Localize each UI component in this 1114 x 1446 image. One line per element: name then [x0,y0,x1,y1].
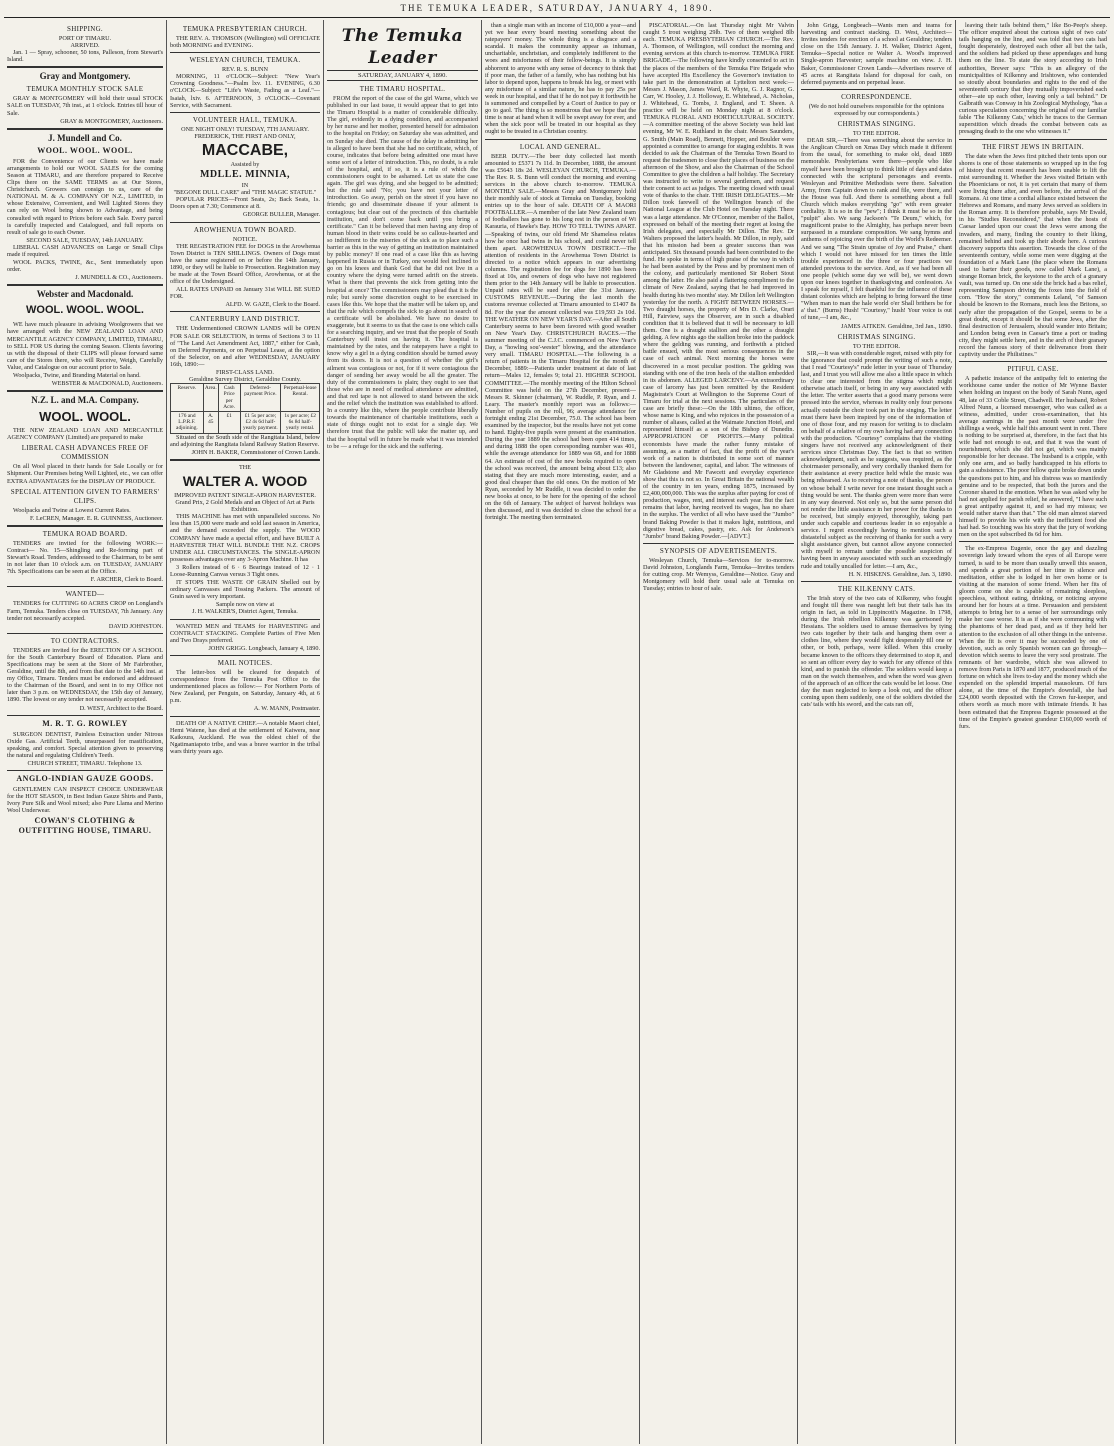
hospital-heading: THE TIMARU HOSPITAL. [359,85,446,93]
atb-signature: ALFD. W. GAZE, Clerk to the Board. [225,301,320,309]
arrival-entry: Jan. 1 — Spray, schooner, 50 tons, Palleson, from Stewart's Island. [7,49,163,64]
wanted-signature: DAVID JOHNSTON. [108,622,163,630]
nz-packs: Woolpacks and Twine at Lowest Current Rates. [13,506,131,514]
column-1 [4,22,166,1442]
shipping-heading: SHIPPING. [67,25,103,33]
contractors-body: TENDERS are invited for the ERECTION OF A SCHOOL for the South Canterbury Board of Education. Plans and Specifications may be seen at the Store of Mr Fairbrother, Geraldine, until the 8th, and from that date to the 14th inst. at my Office, Timaru. Tenders must be endorsed and addressed to the Chairman of the Board, and sent in to my Office not later than 3 p.m. on WEDNESDAY, the 15th day of January, 1890. The lowest or any tender not necessarily accepted. [7,646,163,704]
table-header: Perpetual-lease Rental. [281,384,320,412]
ww-list: 3 Rollers instead of 6 · 6 Bearings instead of 12 · 1 Loose-Running Canvas versus 3 Tight ones. [170,563,320,579]
table-header: Reserve. [171,384,204,412]
newspaper-nameplate: The Temuka Leader [341,26,464,68]
anglo-body: GENTLEMEN CAN INSPECT CHOICE UNDERWEAR for the HOT SEASON, in Best Indian Gauze Shirts and Pants, Ivory Pure Silk and Wool mixed; also Pure Llama and Merino Wool Underwear. [7,786,163,815]
xmas-to: TO THE EDITOR. [852,130,901,138]
column-7 [956,22,1110,1442]
column-3 [324,22,481,1442]
kilkenny-continued: leaving their tails behind them," like Bo-Peep's sheep. The officer enquired about the curious sight of two cats' tails hanging on the line, and was told that two cats had fought desperately, destroyed each other all but the tails, and the soldiers had picked up these appendages and hung them on the line. To state the story according to Irish authorities, Brewer says: "This is an allegory of the municipalities of Kilkenny and Irishtown, who contended so stoutly about boundaries and rights to the end of the seventeenth century that they mutually impoverished each other—ate up each other, leaving only a tail behind." Dr Galbraith was Conway in his Zoological Mythology, "has a curious speculation concerning the original of our familiar fable 'The Kilkenny Cats,' which he traces to the German superstition which dreads the combat between cats as presaging death to the one who witnesses it." [959,22,1107,136]
divider [959,361,1107,362]
wanted-heading: WANTED— [65,590,105,599]
atb-heading: AROWHENUA TOWN BOARD. [193,225,297,234]
table-header: Area. [203,384,218,412]
cld-situated: Situated on the South side of the Rangitata Island, below and adjoining the Rangitata Island Railway Station Reserve. [170,433,320,448]
running-head: THE TEMUKA LEADER, SATURDAY, JANUARY 4, 1890. [400,3,714,13]
mail-body: The letter-box will be cleared for despatch of correspondence from the Temuka Post Office to the undermentioned places as follow:— For Northern Ports of New Zealand, per Penguin, on Saturday, January 4th, at 6 p.m. [170,668,320,705]
table-cell: A. 45 [203,412,218,434]
mail-signature: A. W. MANN, Postmaster. [253,705,320,713]
divider [170,311,320,312]
rowley-body: SURGEON DENTIST, Painless Extraction under Nitrous Oxide Gas. Artificial Teeth, unsurpassed for mastification, speaking, and comfort. Special attention given to preserving the natural and regulating Children's Teeth. [7,730,163,759]
header-rule [4,17,1110,18]
issue-date: SATURDAY, JANUARY 4, 1890. [327,70,478,81]
land-table [170,383,320,433]
atb-notice: NOTICE. [232,235,258,243]
vol-first: FREDERICK, THE FIRST AND ONLY, [194,132,296,140]
nz-heading: N.Z. L. and M.A. Company. [31,395,139,406]
pres-body: THE REV. A. THOMSON (Wellington) will OFFICIATE both MORNING and EVENING. [170,35,320,50]
vol-signature: GEORGE BULLER, Manager. [243,211,320,219]
wm-body: WE have much pleasure in advising Woolgrowers that we have arranged with the NEW ZEALAND LOAN AND MERCANTILE AGENCY COMPANY, LIMITED, TIMARU, to SELL FOR US during the coming Season. Clients favoring us with the disposal of their CLIPS will please forward same care of the Stores there, who will Receive, Weigh, Carefully Value, and Catalogue on our account prior to Sale. [7,321,163,371]
divider [170,716,320,717]
cld-class: FIRST-CLASS LAND. [216,369,274,376]
jm-wool: WOOL. WOOL. WOOL. [37,145,133,155]
wm-signature: WEBSTER & MACDONALD, Auctioneers. [51,380,163,388]
mail-heading: MAIL NOTICES. [217,658,273,667]
synopsis-heading: SYNOPSIS OF ADVERTISEMENTS. [659,546,778,555]
grigg-body: WANTED MEN and TEAMS for HARVESTING and CONTRACT STACKING. Complete Parties of Five Men and Two Drays preferred. [170,622,320,644]
jews-article: The date when the Jews first pitched their tents upon our shores is one of those statements so wrapped up in the fog of history that recent research has been unable to lift the mist surrounding it. Whether the Jews visited Britain with the Phoenicians or not, it is yet certain that many of them were living there after, and even before, the arrival of the Romans. At one time a cordial alliance existed between the Hebrews and Romans, and many Jews served as soldiers in the Roman army. It is therefore probable, says Mr Ewald, in his "Studies Reconsidered," that when the hosts of Caesar landed upon our coast the Jews were among the invaders, and many, finding the country to their liking, remained behind and took up their abode here. A curious discovery supports this assertion. Towards the close of the seventeenth century, while some men were digging at the foundation of a Mark Lane (the place where the Romans used to barter their goods, now called Mark Lane), a strange Roman brick, the keystone to the arch of a granary vault, was turned up. On one side the brick had a bas relief, representing Sampson driving the foxes into the field of corn. "How the story," comments Leland, "of Samson should be known to the Romans, much less the Britons, so early after the propagation of the Gospel, seems to be a great doubt, except it should be that some Jews, after the final destruction of Jerusalem, should wander into Britain; and London being even in Caesar's time a port or trading city, they might settle here, and in the arch of their granary record the famous story of their deliverance from their captivity under the Philistines." [959,152,1107,359]
xmas-letter: DEAR SIR,—There was something about the service in the Anglican Church on Xmas Day which made it different from the usual, for something to make old, dead 1889 memorable. Presbyterians were there—people who like myself have been brought up to think little of days and dates connected with the scriptural personages and events. Wesleyan and Primitive Methodists were there. Salvation Army, from Captain down to rank and file, were there, and the House was full. And there is something about a full Church which makes everything "go" with even greater cordiality. It is so in the "pew"; I think it must be so in the "pulpit" also. We sang Jackson's "Te Deum," which, for magnificent praise to the Almighty, has perhaps never been surpassed in a mundane composition. We sang hymns and anthems of rejoicing over the birth of the World's Redeemer. And we sang "The Strain upraise of Joy and Praise," chant which I would not have missed for ten times the little trouble experienced in the three or four practices we attended previous to the service. And, as if we had been all one people (which some day we will be), we went down upon our knees together in thanksgiving and confession. As I speak for myself, I felt thankful for the influence of these distant colonies which are helping to bring forward the time "When man to man the hale world o'er Shall brithers be for a' that." (Burns) Hush! "Courtesy," hush! Your voice is out of tune,—I am, &c., [801,137,952,322]
column-5 [640,22,797,1442]
table-header: Deferred-payment Price. [240,384,281,412]
kilkenny-heading: THE KILKENNY CATS. [837,584,916,593]
jm-packs: WOOL PACKS, TWINE, &c., Sent immediately upon order. [7,259,163,274]
wm-heading: Webster and Macdonald. [36,289,134,300]
grigg-signature: JOHN GRIGG. Longbeach, January 4, 1890. [208,644,320,652]
xmas2-letter: SIR,—It was with considerable regret, mixed with pity for the ignorance that could prompt the writing of such a note, that I read "Courtesy's" rude letter in your issue of Thursday last, and I trust you will allow me also a little space in which to clear one interested from the stigma which might otherwise attach itself, or being in any way associated with the letter. The writer asserts that a good many persons were pressed into the service, whereas in reality only four persons actually outside the choir took part in the singing. The letter must there have been inspired by one of the information of one of those four, and my reason for writing is to disclaim on behalf of a relative of my own having had any connection with the production. "Courtesy" complains that the visiting singers have not received any acknowledgment of their services since Christmas Day. The fact is that so written acknowledgment, such as he suggests, was required, as the choirmaster personally, and very cordially thanked them for their assistance at every practice held while the music was being rehearsed. As to receiving a note of thanks, the person on whose behalf I write never for one instant thought such a thing would be sent. The thanks given were more than were in any way deserved. Not only so, but the same person did not render the little assistance in her power for the thanks to be received, but simply enjoyed, thoroughly, taking part under such capable and courteous leader in so enjoyable a service. I regret exceedingly having to mention such a distasteful subject as the receiving of thanks for such a very slight assistance given, but cannot allow anyone connected with myself to remain under the possible suspicion of having been in anyway associated with such an exceedingly rude and totally uncalled for letter.—I am, &c., [801,349,952,570]
gm-body: GRAY & MONTGOMERY will hold their usual STOCK SALE on TUESDAY, 7th inst., at 1 o'clock. Entries till hour of Sale. [7,95,163,117]
divider [643,543,794,544]
ww-prize: Grand Prix, 2 Gold Medals and an Object of Art at Paris Exhibition. [175,499,315,514]
divider [7,284,163,286]
vol-prices: POPULAR PRICES—Front Seats, 2s; Back Seats, 1s. Doors open at 7.30; Commence at 8. [170,196,320,211]
nz-cash: LIBERAL CASH ADVANCES FREE OF COMMISSION [21,444,149,462]
divider [7,586,163,587]
kilkenny-article: The Irish story of the two cats of Kilkenny, who fought and fought till there was naught left but their tails has its origin in fact, as told in Lippincott's Magazine. In 1798, during the Irish rebellion Kilkenny was garrisoned by Hessians. The soldiers used to amuse themselves by tying two cats together by their tails and hanging them over a clothes line, where they would fight desperately till one or other, or both, perhaps, were killed. When this cruelty became known to the officers they determined to stop it, and so sent an officer every day to watch for any offence of this kind, and to punish the offender. The soldiers would keep a man on the watch themselves, and when the word was given of the approach of an officer the cats would be let loose. One day the man neglected to keep a look out, and the officer coming upon them suddenly, one of the soldiers divided the cats' tails with his sword, and the cats ran off, [801,594,952,709]
eugenie-article: The ex-Empress Eugenie, once the gay and dazzling sovereign lady toward whom the eyes of all Europe were turned, is said to be more than usually unwell this season, and spends a great portion of her time in silence and meditation, either she is lodged in her own home or is visiting at the mansion of some friend. When her fits of gloom come on she is capable of remaining sleepless, speechless, without eating, drinking, or noticing anyone around her for hours at a time. Persuasion and persistent attempts to bring her to a sense of her surroundings only make her case worse. It is as if she were communing with the phantoms of her dead past, and as if they held her attention to the exclusion of all other things in the universe. When the fit is over it may be succeeded by one of devotion, such as only Spanish women can go through—devotion which seems to leave the very soul prostrate. The remnants of her wardrobe, which she was allowed to remove from Paris in 1870 and 1877, produced much of the fortune on which she lives to-day and the money which she expended on the splendid imperial mausoleum. Of furs alone, at the time of the Empire's downfall, she had £24,000 worth deposited with the Crown fur-keeper, and others worth as much more with intimate friends. It has been estimated that the Empress Eugenie possessed at the time of the Empire's greatest grandeur £160,000 worth of furs. [959,545,1107,730]
divider [485,139,636,140]
divider [170,112,320,113]
divider [7,525,163,527]
death-item: DEATH OF A NATIVE CHIEF.—A notable Maori chief, Hemi Watene, has died at the settlement of Kaiwera, near Kaikoura, Auckland. He was the oldest chief of the Ngatimaniapoto tribe, and was a brave warrior in the tribal wars thirty years ago. [170,719,320,755]
table-cell: 1s per acre; £2 6s 8d half-yearly rental. [281,412,320,434]
cld-body: THE Undermentioned CROWN LANDS will be OPEN FOR SALE OR SELECTION, in terms of Sections 3 to 11 of "The Land Act Amendment Act, 1887," either for Cash, on Deferred Payments, or on Perpetual Lease, at the option of the Selector, on and after WEDNESDAY, JANUARY 16th, 1890:— [170,325,320,368]
divider [170,222,320,223]
trb-heading: TEMUKA ROAD BOARD. [42,529,128,538]
synopsis-text: Wesleyan Church, Temuka—Services for to-morrow. David Johnston, Longlands Farm, Temuka—Invites tenders for cutting crop. Mr Wemyss, Geraldine—Notice. Gray and Montgomery will hold their usual sale at Temuka on Tuesday; entries to hour of sale. [643,556,794,593]
ww-the: THE [238,463,252,471]
trb-body: TENDERS are invited for the following WORK:— Contract— No. 15—Shingling and Re-forming part of Stewart's Road. Tenders, addressed to the Chairman, to be sent in not later than 10 o'clock a.m. on TUESDAY, JANUARY 7th. Specifications can be seen at the Office. [7,539,163,576]
vol-night: ONE NIGHT ONLY! TUESDAY, 7TH JANUARY. [181,125,309,133]
cld-district: Geraldine Survey District, Geraldine County. [189,376,301,384]
vol-heading: VOLUNTEER HALL, TEMUKA. [192,115,298,124]
wes-text: MORNING, 11 o'CLOCK—Subject: "New Year's Crowning Goodness."—Psalm lxv. 11. EVENING, 6.30 o'CLOCK—Subject: "Life's Waste, Fading as a Leaf."—Isaiah, lxiv. 6. AFTERNOON, 3 o'CLOCK—Covenant Service, with Sacrament. [170,73,320,109]
cld-signature: JOHN H. BAKER, Commissioner of Crown Lands. [191,448,320,456]
xmas-signature: JAMES AITKEN. Geraldine, 3rd Jan., 1890. [840,322,952,330]
nz-signature: F. LeCREN, Manager. E. R. GUINNESS, Auctioneer. [29,514,163,522]
cld-heading: CANTERBURY LAND DISTRICT. [190,315,300,324]
divider [801,581,952,582]
gm-signature: GRAY & MONTGOMERY, Auctioneers. [60,117,163,125]
atb-body: THE REGISTRATION FEE for DOGS in the Arowhenua Town District is TEN SHILLINGS. Owners of Dogs must have the same registered on or before the 14th January, 1890, or they will be liable to Prosecution. Registration may be made at the Town Board Office, Arowhenua, or at the office of the Undersigned. [170,242,320,286]
divider [959,139,1107,140]
jm-second-sale: SECOND SALE, TUESDAY, 14th JANUARY. [26,236,144,244]
local-news: BEER DUTY.—The beer duty collected last month amounted to £5371 7s 11d. In December, 1888, the amount was £5643 18s 2d. WESLEYAN CHURCH, TEMUKA.—The Rev. R. S. Bunn will conduct the morning and evening services in the above church to-morrow. TEMUKA MONTHLY SALE.—Messrs Gray and Montgomery hold their monthly sale of stock at Temuka on Tuesday, booking entries up to the hour of sale. DEATH OF A MAORI FOOTBALLER.—A member of the late New Zealand team of footballers has gone to his long rest in the person of Wi Karauria, of Hawke's Bay. HOW TO TELL TWINS APART.—Speaking of twins, our old friend Mr Shameless relates how he once had twins in his school, and could never tell them apart. AROWHENUA TOWN DISTRICT.—The attention of residents in the Arowhenua Town District is directed to a notice which appears in our advertising columns. The registration fee for dogs for 1890 has been fixed at 10s, and owners of dogs who have not registered them prior to the 14th January will be liable to prosecution. Unpaid rates will be sued for after the 31st January. CUSTOMS REVENUE.—During the last month the customs revenue collected at Timaru amounted to £1407 8s 8d. For the year the amount collected was £19,593 2s 10d. THE WEATHER ON NEW YEAR'S DAY.—After all South Canterbury seems to have been favored with good weather on New Year's Day. CHRISTCHURCH RACES.—The summer meeting of the C.J.C. commenced on New Year's Day, a "howling sou'-wester" blowing, and the attendance very small. TIMARU HOSPITAL.—The following is a return of patients in the Timaru Hospital for the month of December, 1889:—Patients under treatment at date of last return—Males 12, females 9; total 21. HIGHER SCHOOL COMMITTEE.—The monthly meeting of the Hilton School Committee was held on the 27th December, present—Messrs R. Skinner (chairman), W. Ruddle, P. Ryan, and J. Leary. The master's monthly report was as follows:—Number of pupils on the roll, 96; average attendance for fortnight ending 21st December, 75.0. The school has been examined by the inspector, but the results have not yet come to hand. Eighty-five pupils were present at the examination. During the year 1889 the school had been open 414 times, and during 1888 the open corresponding number was 401, while the average attendance for 1889 was 68, and for 1888 64. An estimate of cost of the new books required to open the school was received, the amount being about £13; also stating that they are much more interesting, easier, and a good deal cheaper than the old ones. On the motion of Mr Ryan, seconded by Mr Ruddle, it was decided to order the new books at once, to be here for the opening of the school on the 6th of January. The subject of harvest holidays was then discussed, and it was decided to close the school for a fortnight. The meeting then terminated. [485,152,636,522]
ww-walker: J. H. WALKER'S, District Agent, Temuka. [192,608,298,616]
jm-signature: J. MUNDELL & CO., Auctioneers. [75,274,163,282]
contractors-signature: D. WEST, Architect to the Board. [79,704,163,712]
local-heading: LOCAL AND GENERAL. [519,142,602,151]
xmas2-to: TO THE EDITOR. [852,342,901,350]
divider [7,128,163,130]
anglo-heading: ANGLO-INDIAN GAUZE GOODS. [16,774,154,784]
nz-wool: WOOL. WOOL. [39,409,131,425]
port-heading: PORT OF TIMARU. [58,35,112,42]
divider [959,541,1107,542]
ww-sub: IMPROVED PATENT SINGLE-APRON HARVESTER. [174,491,316,499]
jm-heading: J. Mundell and Co. [48,132,122,143]
nz-body-2: On all Wool placed in their hands for Sale Locally or for Shipment. Our Premises being Well Lighted, etc., we can offer EXTRA ADVANTAGES for the DISPLAY OF PRODUCE. [7,463,163,485]
correspondence-heading: CORRESPONDENCE. [841,92,912,101]
table-cell: £1 [218,412,240,434]
vol-maccabe: MACCABE, [201,141,289,159]
jews-heading: THE FIRST JEWS IN BRITAIN. [982,142,1084,151]
correspondence-note: (We do not hold ourselves responsible for the opinions expressed by our correspondents.) [808,102,945,117]
divider [7,633,163,634]
cowan-heading: COWAN'S CLOTHING & OUTFITTING HOUSE, TIMARU. [18,816,152,836]
vol-show: "BEGONE DULL CARE" and "THE MAGIC STATUE." [173,189,317,197]
column-4 [482,22,639,1442]
xmas2-heading: CHRISTMAS SINGING. [837,332,916,341]
divider [170,619,320,620]
contractors-heading: TO CONTRACTORS. [50,636,120,645]
column-2 [167,22,323,1442]
divider [170,459,320,461]
pres-heading: TEMUKA PRESBYTERIAN CHURCH. [182,25,308,33]
trb-signature: F. ARCHER, Clerk to Board. [90,576,163,584]
xmas-heading: CHRISTMAS SINGING. [837,120,916,129]
xmas2-signature: H. N. HISKENS. Geraldine, Jan. 3, 1890. [848,570,952,578]
divider [7,715,163,716]
table-cell: £1 5s per acre; £2 4s 6d half-yearly payment. [240,412,281,434]
wm-wool: WOOL. WOOL. WOOL. [26,304,144,317]
arrived-label: ARRIVED. [70,42,100,50]
vol-in: IN [241,182,249,190]
atb-rates: ALL RATES UNPAID on January 31st WILL BE SUED FOR. [170,286,320,301]
divider [170,52,320,53]
divider [170,655,320,656]
pitiful-article: A pathetic instance of the antipathy felt to entering the workhouse came under the notice of Mr Wynne Baxter when holding an inquest on the body of Sarah Nunn, aged 48, late of 33 Coble Street, Chadwell. Her husband, Robert Alfred Nunn, a licensed messenger, who was called as a witness, admitted, under cross-examination, that his average earnings in the past month were under five shillings a week, while half this amount went in rent. There is nothing to be surprised at, therefore, in the fact that his wife had not enough to eat, and that it was the want of nourishment, which she did not get, which was mainly responsible for her decease. The husband is a cripple, with only one arm, and so badly handicapped in his efforts to gain a subsistence. The poor fellow quite broke down under the questions put to him, and his distress was so manifestly genuine and to be respected, that both the jurors and the Coroner shared in the emotion. When he was asked why he had not applied for parish relief, he answered, "I have such a great antipathy against it, and so had my missus; we would rather starve than that." The old man almost starved himself to provide his wife with the inefficient food she had had. So touching was his story that the jury of working men on the spot subscribed 8s 6d for him. [959,375,1108,539]
synopsis-continued: John Grigg, Longbeach—Wants men and teams for harvesting and contract stacking. D. West, Architect—Invites tenders for erection of a school at Geraldine; tenders close on the 15th January. J. H. Walker, District Agent, Temuka—Special notice re Walter A. Wood's improved Single-apron Harvester; sample machine on view. J. H. Baker, Commissioner Crown Lands—Advertises reserve of 45 acres at Rangitata Island for disposal for cash, on deferred payments and on perpetual lease. [801,22,952,86]
ww-view: Sample now on view at [215,601,275,609]
table-header: Cash Price per Acre. [218,384,240,412]
divider [7,66,163,68]
table-cell: 176 and L.P.R.F. adjoining. [171,412,204,434]
divider [7,390,163,392]
pitiful-heading: PITIFUL CASE. [1007,365,1059,374]
hospital-article: FROM the report of the case of the girl Warne, which we published in our last issue, it would appear that to get into the Timaru Hospital is a matter of considerable difficulty. The girl, evidently in a dying condition, and accompanied by her nurse and her mother, presented herself for admission to the hospital on Friday; on Saturday she was admitted, and on Sunday she died. The cause of the delay in admitting her is alleged to have been that she had no certificate, which, of course, indicates that before being admitted one must have some sort of a letter of introduction. This, no doubt, is a rule of the hospital, and, if so, it is a rule of which the commissioners ought to be ashamed. Let us state the case again. The girl was dying, and she begged to be admitted; but the rule said "No; you have not your letter of introduction. Go away, perish on the street if you have no friends; go and disseminate disease if your ailment is contagious; but clear out of the precincts of this charitable institution, and don't come back until you bring a certificate." Can it be believed that men having any drop of human blood in their veins could be so callous-hearted and so indifferent to the miseries of the sick as to place such a barrier as this in the way of getting an institution maintained by public money? If one read of a case like this as having happened in Russia or in Turkey, one would feel inclined to go on his knees and thank God that he did not live in a country where the dying were turned adrift on the streets. What is there that prevents the sick from getting into the hospital at once? The commissioners may plead that it is the rule; but surely some discretion ought to be exercised in cases like this. We hope that the matter will be taken up, and that the rule which compels the sick to go about in search of a certificate will be abolished. We have no desire to exaggerate, but it seems to us that the case is one which calls for a searching inquiry, and we trust that the people of South Canterbury will insist on having it. The hospital is maintained by the rates, and the ratepayers have a right to know why a girl in a dying condition should be turned away from its doors. It is not a question of whether the girl's ailment was contagious or not, for if it were contagious the danger of sending her away would be all the greater. The duty of the commissioners is plain; they ought to see that those who are in need of medical attendance are admitted, and that red tape is not allowed to stand between the sick and the relief which the institution was established to afford. In a country like this, where the people contribute liberally towards the maintenance of charitable institutions, such a state of things ought not to exist for a single day. We therefore trust that the public will take the matter up, and that the hospital will in future be made what it was intended to be — a refuge for the sick and the suffering. [327,95,478,450]
ww-body: THIS MACHINE has met with unparalleled success. No less than 15,000 were made and sold last season in America, and the demand exceeded the supply. The WOOD COMPANY have made a special effort, and have BUILT A HARVESTER THAT WILL BUNDLE THE N.Z. CROPS UNDER ALL CIRCUMSTANCES. The SINGLE-APRON possesses advantages over any 3-Apron Machine. It has [170,513,320,563]
gm-sale-title: TEMUKA MONTHLY STOCK SALE [26,85,144,94]
rowley-heading: M. R. T. G. ROWLEY [42,718,128,728]
wes-heading: WESLEYAN CHURCH, TEMUKA. [189,56,301,65]
nz-special: SPECIAL ATTENTION GIVEN TO FARMERS' CLIPS. [10,487,160,505]
ww-heading: WALTER A. WOOD [182,472,308,489]
rowley-address: CHURCH STREET, TIMARU. Telephone 13. [27,760,143,767]
gm-heading: Gray and Montgomery. [39,71,131,82]
wm-packs: Woolpacks, Twine, and Branding Material on hand. [13,372,141,379]
hospital-continued: than a single man with an income of £10,000 a year—and yet we hear every board meeting something about the ratepayers' money. The whole thing is a disgrace and a scandal. It makes the community appear as inhuman, uncharitable, unchristian, and completely indifferent to the woes and misfortunes of their fellow-beings. It is simply abhorrent to anyone with any sense of decency to think that if poor man, the father of a family, who has nothing but his labor to depend upon, happens to break his leg, or meet with any misfortune of a similar nature, he has to pay 25s per week in our hospital, and that if he do not pay it forthwith he is summoned and compelled by a Court of Justice to pay or go to gaol. The thing is so monstrous that we hope that the time is near at hand when it will be swept away for ever, and when the sick poor will be treated in our hospital as they ought to be treated in a Christian country. [485,22,636,136]
wes-rev: REV. R. S. BUNN [222,66,268,74]
nz-body: THE NEW ZEALAND LOAN AND MERCANTILE AGENCY COMPANY (Limited) are prepared to make [7,427,163,442]
jm-cash: LIBERAL CASH ADVANCES on Large or Small Clips made if required. [7,243,163,258]
divider [801,89,952,90]
jm-body: FOR the Convenience of our Clients we have made arrangements to hold our WOOL SALES for the coming Season at TIMARU, and are therefore prepared to Receive Clips there on the SAME TERMS as at Our Stores, Christchurch. Growers can consign to us, care of the NATIONAL M. & A. COMPANY OF N.Z., LIMITED, in whose Extensive, Convenient, and Well Lighted Stores they can rely on Wool being shown to Advantage, and being consulted with regard to Prices before each Sale. Every parcel is carefully inspected and Catalogued, and full reports on result of sale go to each Owner. [7,157,163,236]
wanted-body: TENDERS for CUTTING 60 ACRES CROP on Longland's Farm, Temuka. Tenders close on TUESDAY, 7th January. Any tender not necessarily accepted. [7,600,163,622]
local-news-continued: PISCATORIAL.—On last Thursday night Mr Valvin caught 5 trout weighing 29lb. Two of them weighed 8lb each. TEMUKA PRESBYTERIAN CHURCH.—The Rev. A. Thomson, of Wellington, will conduct the morning and evening services at this church to-morrow. TEMUKA FIRE BRIGADE.—The following have kindly consented to act in the places of the members of the Temuka Fire Brigade who have accepted His Excellency the Governor's invitation to take part in the demonstration at Lyttelton next week:—Messrs J. Mason, James Ward, R. Whyte, G. J. Ragnor, G. Carr, W. Hooley, J. J. Holloway, E. Whitehead, A. Nicholas, J. Whitehead, G. Tombs, J. England, and T. Sheen. A practice will be held on Monday night at 8 o'clock. TEMUKA FLORAL AND HORTICULTURAL SOCIETY.—A committee meeting of the above Society was held last evening, Mr W. E. Ruthland in the chair. Messrs Saunders, G. Smith (Main Road), Bennett, Hopper, and Boulder were appointed a committee to arrange for staging exhibits. It was decided to ask the Chairman of the Temuka Town Board to request the tradesmen to close their places of business on the afternoon of the Show, and also the Chairman of the School Committee to give the children a half holiday. The Secretary was instructed to write to several gentlemen, and request their consent to act as judges. The meeting closed with usual vote of thanks to the chair. THE IRISH DELEGATES.—Mr Dillon took farewell of the Wellington branch of the National League at the Club Hotel on Tuesday night. There was a large attendance. Mr O'Connor, member of the Ballot, expressed on behalf of the meeting their regret at losing the Irish delegates, and especially Mr Dillon. The Rev. Dr Walters proposed the latter's health. Mr Dillon, in reply, said that his mission had been a greater success than was anticipated. Six thousand pounds had been contributed to the fund. He spoke in terms of high praise of the way in which he had been assisted by the Press and by prominent men of the colony, and particularly mentioned Sir Robert Stout among the latter. He also paid a flattering compliment to the climate of New Zealand, saying that he had improved in health during his two months' stay. Mr Dillon left Wellington yesterday for the north. A FIGHT BETWEEN HORSES.—Two draught horses, the property of Mrs D. Clarke, Orari Hill, Fairview, says the Observer, are in such a disabled condition that it is believed that it will be necessary to kill them. One is a draught stallion and the other a draught gelding. A few nights ago the stallion broke into the paddock where the gelding was running, and forthwith a pitched battle ensued, with the most serious consequences in the case of each animal. Next morning the horses were discovered in a most peculiar position. The gelding was standing with one of the iron heels of the stallion embedded in its abdomen. ALLEGED LARCENY.—An extraordinary case of larceny has just been remitted by the Resident Magistrate's Court at Wellington to the Supreme Court of Timaru for trial at the next sessions. The particulars of the case are briefly these:—On the 18th ultimo, the officer, whose name is King, and who rejoices in the possession of a number of aliases, called at the Waimate Junction Hotel, and represented himself as a son of the Bishop of Dunedin. APPROPRIATION OF PROFITS.—Many political economists have made the rather funny mistake of assuming, as a matter of fact, that the profit of the year's work of a nation is distributed in some sort of manner between the landowner, capital, and labor. The witnesses of Mr Gladstone and Mr Fawcett and everyday experience show that this is not so. In Great Britain the national wealth of the country in ten years, ending 1875, increased by £2,400,000,000. This was the surplus after paying for cost of production, wages, rent, and interest each year. But the fact remains that labor, having received its wages, has no share in the surplus. The verdict of all who have used the "Jumbo" brand Baking Powder is that it makes light, nutritious, and digestive bread, cakes, pastry, etc. Ask for Anderson's "Jumbo" brand Baking Powder.—[ADVT.] [643,22,794,540]
ww-waste: IT STOPS THE WASTE OF GRAIN Shelled out by ordinary Canvasses and Tossing Packers. The amount of Grain saved is very important. [170,579,320,601]
vol-assisted: Assisted by [230,160,260,168]
divider [7,770,163,771]
column-6 [798,22,955,1442]
vol-minnia: MDLLE. MINNIA, [199,169,291,181]
